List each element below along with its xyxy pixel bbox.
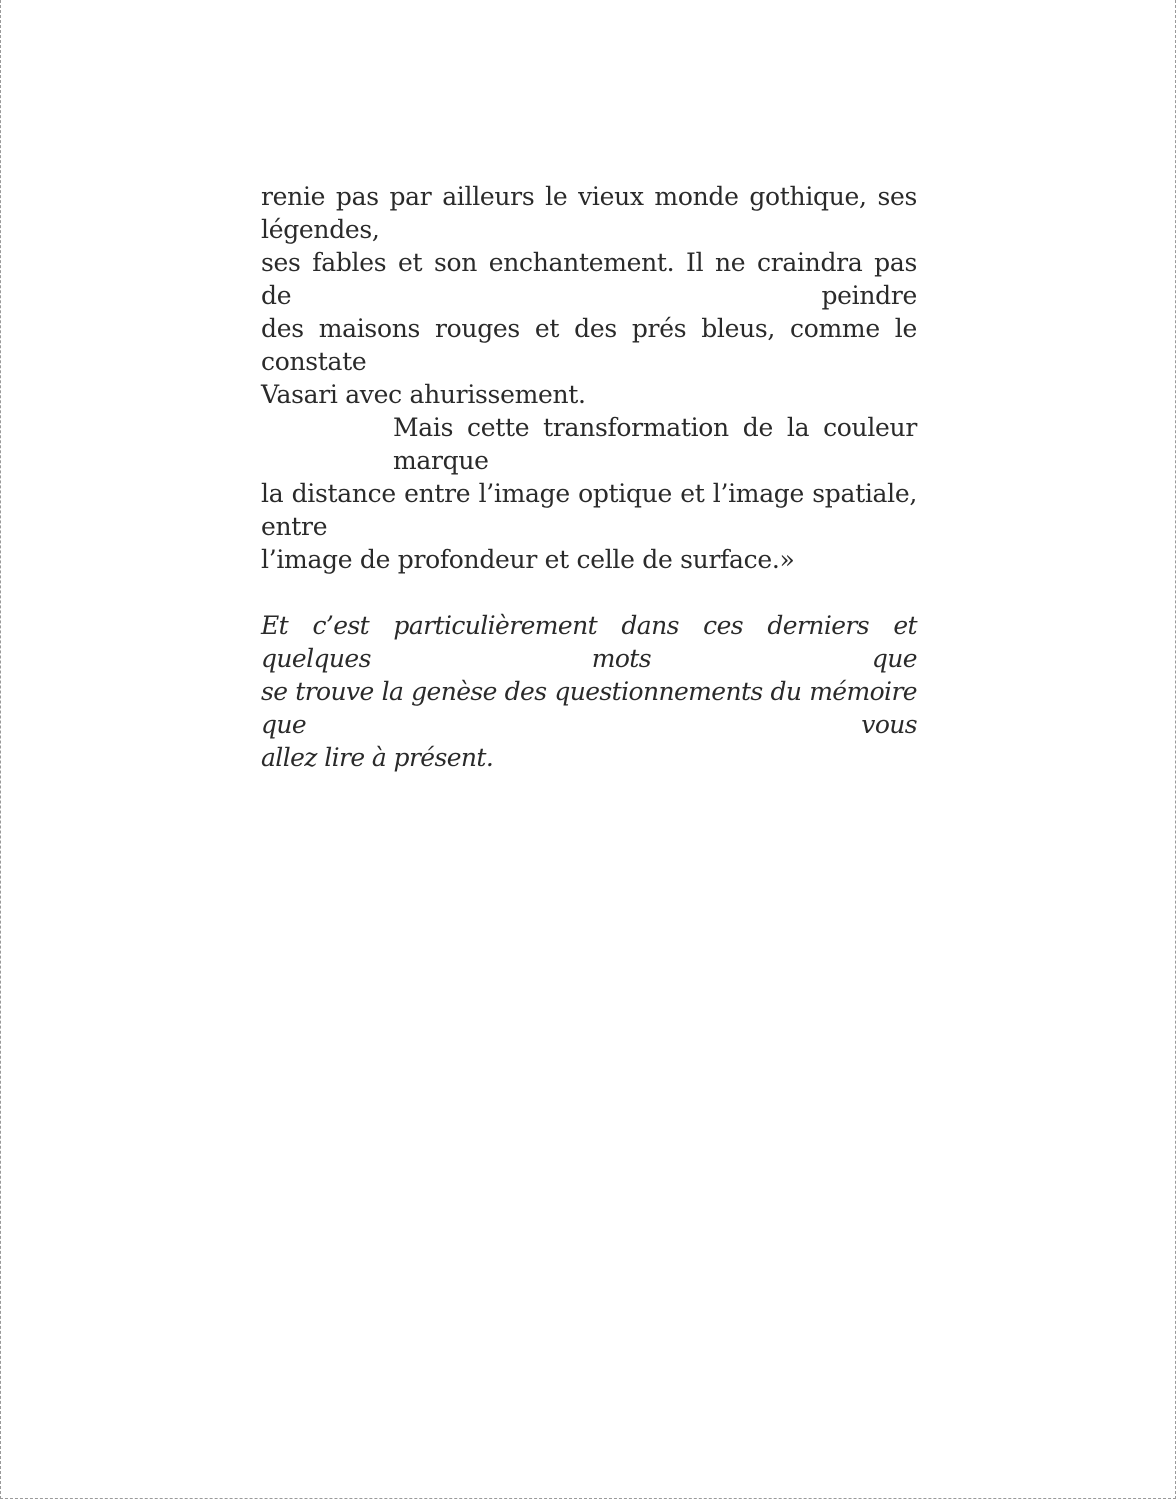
- quote-line-indented: Mais cette transformation de la couleur marque: [393, 413, 917, 475]
- quote-line: Vasari avec ahurissement.: [261, 380, 586, 409]
- quote-line: des maisons rouges et des prés bleus, comme le constate: [261, 314, 917, 376]
- commentary-line: allez lire à présent.: [261, 743, 494, 772]
- paragraph-spacer: [261, 576, 917, 609]
- quote-line: la distance entre l’image optique et l’image spatiale, entre: [261, 479, 917, 541]
- commentary-line: se trouve la genèse des questionnements du mémoire que vous: [261, 677, 917, 739]
- quote-line: l’image de profondeur et celle de surface.»: [261, 545, 795, 574]
- quote-line: renie pas par ailleurs le vieux monde gothique, ses légendes,: [261, 182, 917, 244]
- commentary-paragraph: [261, 609, 917, 774]
- quote-line: ses fables et son enchantement. Il ne craindra pas de peindre: [261, 248, 917, 310]
- quote-paragraph: [261, 180, 917, 576]
- text-block: [261, 180, 917, 774]
- commentary-line: Et c’est particulièrement dans ces derniers et quelques mots que: [261, 611, 917, 673]
